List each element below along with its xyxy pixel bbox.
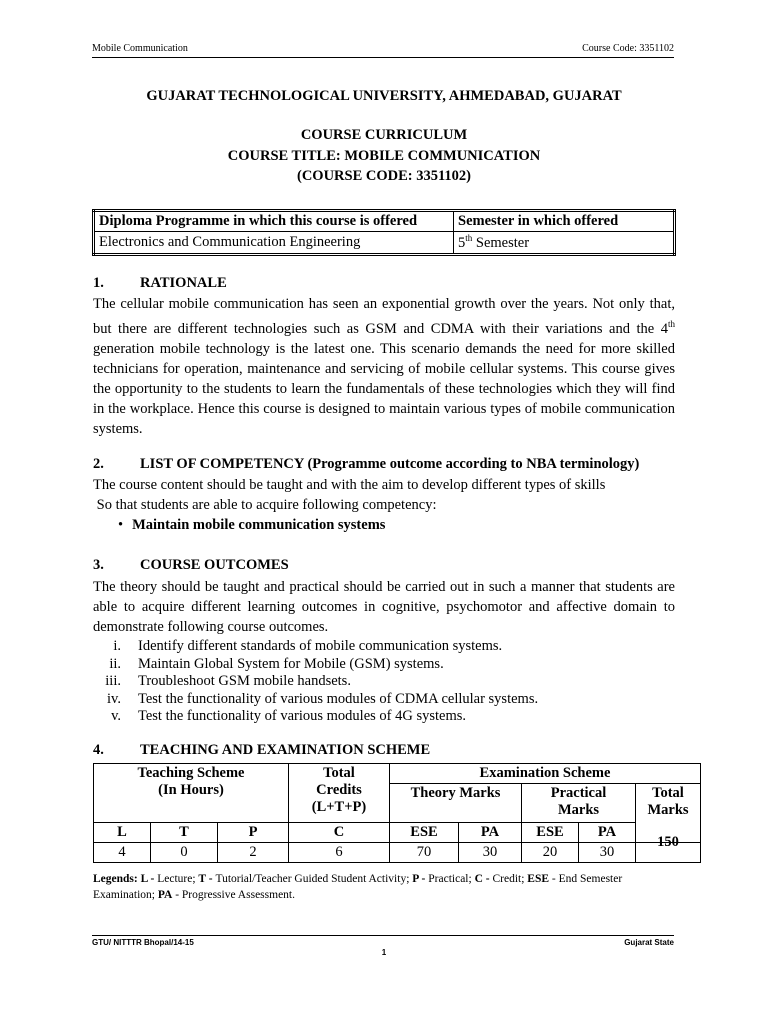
semester-text: Semester bbox=[472, 234, 530, 251]
section-title: LIST OF COMPETENCY (Programme outcome according to NBA terminology) bbox=[140, 456, 640, 472]
course-code: (COURSE CODE: 3351102) bbox=[296, 168, 471, 184]
footer-divider bbox=[92, 935, 674, 936]
list-item bbox=[93, 673, 538, 691]
legend-key-L: L - bbox=[140, 873, 158, 885]
teaching-scheme-unit: (In Hours) bbox=[158, 782, 224, 798]
sub-header-practical-ese: ESE bbox=[522, 823, 579, 843]
programme-table bbox=[92, 209, 676, 256]
value-theory-ese: 70 bbox=[390, 843, 459, 863]
list-numeral: iii. bbox=[105, 673, 121, 689]
header-divider bbox=[92, 57, 674, 58]
legend-text-P: Practical; bbox=[428, 873, 475, 885]
list-numeral: iv. bbox=[107, 690, 121, 707]
outcomes-intro: The theory should be taught and practical should be carried out in such a manner that students are able to acquire different learning outcomes in cognitive, psychomotor and affective domain to demonstrate following course outcomes. bbox=[93, 579, 675, 635]
section-title: COURSE OUTCOMES bbox=[140, 557, 289, 573]
footer-left: GTU/ NITTTR Bhopal/14-15 bbox=[92, 938, 194, 947]
legend-text-ESE: - End Semester Examination; bbox=[93, 873, 623, 901]
list-text: Test the functionality of various modules of CDMA cellular systems. bbox=[138, 690, 539, 707]
section-number: 4. bbox=[93, 742, 104, 758]
legend-key-P: P - bbox=[412, 873, 429, 885]
section-rationale-heading bbox=[93, 275, 227, 292]
page-header bbox=[92, 43, 674, 54]
value-practical-ese: 20 bbox=[522, 843, 579, 863]
value-C: 6 bbox=[289, 843, 390, 863]
section-title: RATIONALE bbox=[140, 275, 227, 291]
page-number: 1 bbox=[381, 948, 387, 957]
competency-line-1: The course content should be taught and with the aim to develop different types of skills bbox=[93, 477, 606, 493]
page-footer bbox=[92, 938, 674, 947]
semester-sup: th bbox=[465, 233, 473, 243]
header-course-code: Course Code: 3351102 bbox=[582, 43, 674, 54]
value-P: 2 bbox=[218, 843, 289, 863]
footer-right: Gujarat State bbox=[624, 938, 674, 947]
competency-bullet bbox=[118, 517, 385, 534]
list-item bbox=[93, 656, 538, 674]
list-item bbox=[93, 708, 538, 726]
legend-text-PA: - Progressive Assessment. bbox=[172, 889, 295, 901]
list-text: Identify different standards of mobile communication systems. bbox=[138, 638, 503, 654]
legend-key-C: C - bbox=[474, 873, 493, 885]
list-numeral: ii. bbox=[109, 655, 121, 672]
section-outcomes-heading bbox=[93, 557, 289, 574]
total-label-2: Marks bbox=[647, 802, 689, 818]
teaching-scheme-label: Teaching Scheme bbox=[137, 765, 245, 781]
practical-label-1: Practical bbox=[550, 785, 607, 801]
list-item bbox=[93, 691, 538, 709]
value-T: 0 bbox=[151, 843, 218, 863]
exam-scheme-header: Examination Scheme bbox=[390, 764, 701, 784]
list-item bbox=[93, 638, 538, 656]
bullet-icon: • bbox=[118, 517, 124, 533]
rationale-text-a: The cellular mobile communication has seen an exponential growth over the years. Not only that, but there are different technologies such as GSM and CDMA with their variations and the 4 bbox=[93, 296, 675, 337]
credits-label-3: (L+T+P) bbox=[311, 799, 367, 815]
competency-line-2: So that students are able to acquire following competency: bbox=[93, 497, 437, 513]
teaching-exam-scheme-table bbox=[93, 763, 701, 863]
legend-label: Legends: bbox=[93, 873, 141, 885]
value-total: 150 bbox=[636, 833, 701, 853]
list-text: Test the functionality of various modules of 4G systems. bbox=[138, 708, 467, 724]
sub-header-theory-pa: PA bbox=[459, 823, 522, 843]
section-number: 3. bbox=[93, 557, 104, 573]
legend-text-C: Credit; bbox=[492, 873, 528, 885]
legend-key-PA: PA bbox=[157, 889, 173, 901]
value-practical-pa: 30 bbox=[579, 843, 636, 863]
section-number: 1. bbox=[93, 275, 104, 291]
total-label-1: Total bbox=[652, 785, 684, 801]
semester-header: Semester in which offered bbox=[454, 211, 675, 232]
rationale-text-b: generation mobile technology is the latest one. This scenario demands the need for more skilled technicians for operation, maintenance and servicing of mobile cellular systems. This course gives the opportunity to the students to learn the fundamentals of these technologies which they will find in the workplace. Hence this course is designed to maintain various types of mobile communication systems. bbox=[93, 340, 675, 437]
sub-header-theory-ese: ESE bbox=[390, 823, 459, 843]
course-title: COURSE TITLE: MOBILE COMMUNICATION bbox=[227, 148, 541, 164]
practical-marks-header bbox=[522, 784, 636, 823]
section-number: 2. bbox=[93, 456, 104, 472]
credits-label-2: Credits bbox=[316, 782, 362, 798]
value-theory-pa: 30 bbox=[459, 843, 522, 863]
university-title: GUJARAT TECHNOLOGICAL UNIVERSITY, AHMEDABAD, GUJARAT bbox=[146, 88, 622, 104]
section-scheme-heading bbox=[93, 742, 430, 759]
section-title: TEACHING AND EXAMINATION SCHEME bbox=[140, 742, 431, 758]
theory-marks-header: Theory Marks bbox=[390, 784, 522, 823]
list-numeral: v. bbox=[111, 708, 121, 724]
rationale-paragraph bbox=[93, 294, 675, 439]
list-numeral: i. bbox=[113, 638, 121, 654]
semester-value bbox=[454, 232, 675, 255]
header-course-name: Mobile Communication bbox=[92, 43, 188, 54]
semester-number: 5 bbox=[458, 234, 466, 251]
section-competency-heading bbox=[93, 456, 639, 473]
value-L: 4 bbox=[94, 843, 151, 863]
sub-header-P: P bbox=[218, 823, 289, 843]
legend-key-ESE: ESE bbox=[527, 873, 550, 885]
sub-header-C: C bbox=[289, 823, 390, 843]
list-text: Troubleshoot GSM mobile handsets. bbox=[138, 673, 351, 689]
programme-header: Diploma Programme in which this course is offered bbox=[94, 211, 454, 232]
legend bbox=[93, 871, 683, 903]
teaching-scheme-header bbox=[94, 764, 289, 823]
rationale-sup: th bbox=[667, 319, 675, 329]
sub-header-practical-pa: PA bbox=[579, 823, 636, 843]
competency-item: Maintain mobile communication systems bbox=[132, 517, 386, 533]
programme-value: Electronics and Communication Engineering bbox=[94, 232, 454, 255]
practical-label-2: Marks bbox=[557, 802, 600, 818]
outcomes-list bbox=[93, 638, 538, 726]
curriculum-heading: COURSE CURRICULUM bbox=[300, 127, 468, 143]
credits-header bbox=[289, 764, 390, 823]
legend-key-T: T - bbox=[198, 873, 216, 885]
sub-header-L: L bbox=[94, 823, 151, 843]
legend-text-T: Tutorial/Teacher Guided Student Activity; bbox=[215, 873, 413, 885]
legend-text-L: Lecture; bbox=[157, 873, 199, 885]
sub-header-T: T bbox=[151, 823, 218, 843]
list-text: Maintain Global System for Mobile (GSM) systems. bbox=[138, 655, 444, 672]
credits-label-1: Total bbox=[323, 765, 355, 781]
